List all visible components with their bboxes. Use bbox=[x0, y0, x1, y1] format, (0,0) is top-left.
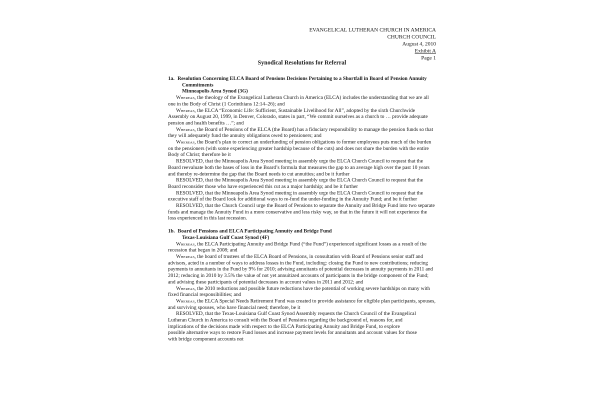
section-synod-subheading: Texas-Louisiana Gulf Coast Synod (4F) bbox=[182, 234, 270, 241]
whereas-paragraph: Whereas, the board of trustees of the ELCA Board of Pensions, in consultation with Board of Pensions senior staff and advisors, acted in a number of ways to address losses in the Fund, including: closing the Fund to new contributions; reducing payments to annuitants in the Fund by 9% for 2010; advising annuitants of potential decreases in annuity payments in 2011 and 2012; reducing in 2010 by 3.5% the value of not yet annuitized accounts of participants in the bridge component of the Fund; and advising these participants of potential decreases in account values in 2011 and 2012; and bbox=[168, 253, 434, 285]
resolved-paragraph: RESOLVED, that the Church Council urge the Board of Pensions to separate the Annuity and Bridge Fund into two separate funds and manage the Annuity Fund in a more conservative and less risky way, so that in the future it will not experience the loss experienced in this last recession. bbox=[168, 203, 435, 222]
whereas-paragraph: Whereas, the theology of the Evangelical Lutheran Church in America (ELCA) includes the understanding that we are all one in the Body of Christ (1 Corinthians 12:14–26); and bbox=[168, 95, 429, 107]
resolved-paragraph: RESOLVED, that the Texas-Louisiana Gulf Coast Synod Assembly requests the Church Council of the Evangelical Lutheran Church in America to consult with the Board of Pensions regarding the background of, reasons for, and implications of the decisions made with respect to the ELCA Participating Annuity and Bridge Fund, to explore possible alternative ways to restore Fund losses and increase payment levels for annuitants and account values for those with bridge component accounts not bbox=[168, 311, 417, 343]
document-header bbox=[309, 27, 436, 62]
paragraph-lead-word: Whereas, bbox=[176, 139, 196, 146]
whereas-paragraph: Whereas, the Board’s plan to correct an underfunding of pension obligations to former employees puts much of the burden on the pensioners (with some experiencing greater hardship because of the cuts) and does not share the burden with the entire Body of Christ; therefore be it bbox=[168, 139, 432, 158]
section-number: 1b. bbox=[168, 228, 175, 235]
section-heading: 1a. Resolution Concerning ELCA Board of Pensions Decisions Pertaining to a Shortfall in Board of Pension Annuity Commitments bbox=[168, 76, 427, 88]
paragraph-lead-word: RESOLVED, bbox=[176, 311, 204, 317]
paragraph-lead-word: Whereas, bbox=[176, 95, 196, 101]
resolved-paragraph: RESOLVED, that the Minneapolis Area Synod meeting in assembly urge the ELCA Church Council to request that the Board reconsider those who have experienced this cut as a major hardship; and be it further bbox=[168, 177, 424, 190]
document-title: Synodical Resolutions for Referral bbox=[257, 59, 347, 66]
paragraph-lead-word: Whereas, bbox=[176, 107, 196, 114]
whereas-paragraph: Whereas, the ELCA Participating Annuity and Bridge Fund (“the Fund”) experienced significant losses as a result of the recession that began in 2008; and bbox=[168, 241, 427, 254]
whereas-paragraph: Whereas, the Board of Pensions of the ELCA (the Board) has a fiduciary responsibility to manage the pension funds so that they will adequately fund the annuity obligations owed to pensioners; and bbox=[168, 126, 434, 139]
header-line: CHURCH COUNCIL bbox=[387, 34, 436, 40]
whereas-paragraph: Whereas, the ELCA Special Needs Retirement Fund was created to provide assistance for eligible plan participants, spouses, and surviving spouses, who have financial need; therefore, be it bbox=[168, 298, 436, 311]
paragraph-lead-word: Whereas, bbox=[176, 241, 196, 247]
paragraph-lead-word: Whereas, bbox=[176, 253, 196, 260]
resolved-paragraph: RESOLVED, that the Minneapolis Area Synod meeting in assembly urge the ELCA Church Council to request that the Board reevaluate both the bases of loss in the Board’s formula that measures the gap to an average high over the past 10 years and thereby re-determine the gap that the Board needs to cut annuities; and be it further bbox=[168, 158, 430, 177]
whereas-paragraph: Whereas, the 2010 reductions and possible future reductions have the potential of working severe hardships on many with fixed financial responsibilities; and bbox=[168, 285, 430, 298]
header-line: August 4, 2010 bbox=[402, 41, 436, 47]
section-synod-subheading: Minneapolis Area Synod (3G) bbox=[182, 88, 248, 95]
header-line: Page 1 bbox=[421, 55, 436, 61]
document-body bbox=[168, 76, 436, 343]
paragraph-lead-word: RESOLVED, bbox=[176, 177, 204, 184]
resolution-section bbox=[168, 76, 436, 222]
paragraph-lead-word: RESOLVED, bbox=[176, 190, 204, 196]
section-number: 1a. bbox=[168, 76, 175, 82]
resolution-section bbox=[168, 229, 436, 343]
section-heading: 1b. Board of Pensions and ELCA Participating Annuity and Bridge Fund bbox=[168, 228, 332, 235]
resolved-paragraph: RESOLVED, that the Minneapolis Area Synod meeting in assembly urge the ELCA Church Council to request that the executive staff of the Board look for additional ways to re-fund the under-funding in the Annuity Fund; and be it further bbox=[168, 190, 424, 203]
header-exhibit-line: Exhibit A bbox=[414, 48, 436, 54]
paragraph-lead-word: RESOLVED, bbox=[176, 203, 204, 209]
paragraph-lead-word: Whereas, bbox=[176, 126, 196, 133]
whereas-paragraph: Whereas, the ELCA “Economic Life: Sufficient, Sustainable Livelihood for All”, adopted by the sixth Churchwide Assembly on August 20, 1999, in Denver, Colorado, states in part, “We commit ourselves as a church to … provide adequate pension and health benefits …”; and bbox=[168, 107, 428, 126]
paragraph-lead-word: Whereas, bbox=[176, 285, 196, 292]
header-line: EVANGELICAL LUTHERAN CHURCH IN AMERICA bbox=[309, 27, 436, 33]
paragraph-lead-word: Whereas, bbox=[176, 298, 196, 304]
paragraph-lead-word: RESOLVED, bbox=[176, 158, 204, 165]
